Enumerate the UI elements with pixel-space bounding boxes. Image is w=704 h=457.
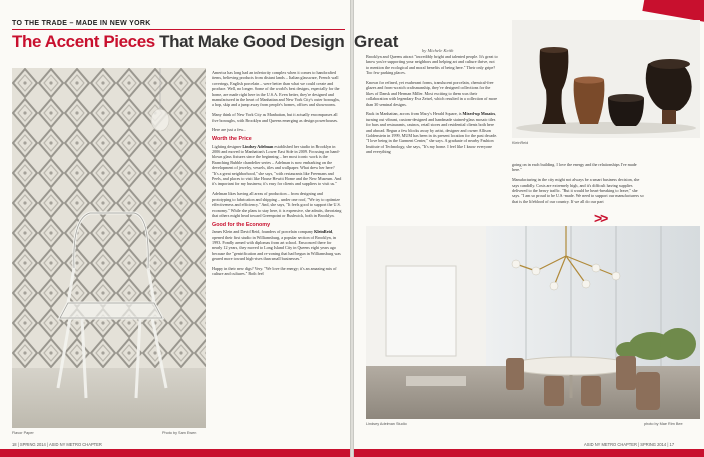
vessels-illustration [512,20,700,138]
left-photo-caption: Flavor Paper [12,431,34,435]
vessels-photo [512,20,700,138]
wallpaper-chair-illustration [12,68,206,428]
paragraph: Here are just a few... [212,127,247,133]
paragraph: Manufacturing in the city might not always be a smart business decision, she says candidly. Costs are extremely high, and it's difficult having supplies delivered to the heavy traffic. "But it would be heart-breaking to leave," she says. "I am so proud to be U.S.-made. We need to support our manufacturers so that is the lifeblood of our country. If we all do our part [512,177,644,204]
left-footer: 18 | SPRING 2014 | ASID NY METRO CHAPTER [12,442,102,447]
dining-room-photo [366,226,700,419]
paragraph: Brooklyn and Queens attract "incredibly bright and talented people. It's great to know you're supporting your neighbors and helping art and culture thrive, not to mention the ecological and moral benefits of being here." Their only gripe? Too few parking places. [366,54,498,76]
vessels-caption: KleinReid [512,141,529,145]
right-page [354,0,704,457]
left-photo-credit: Photo by Sam Ewen [162,431,197,435]
paragraph: Back in Manhattan, across from Macy's Herald Square, is Mixed-up Mosaics, turning out vibrant, custom-designed and handmade stained-glass mosaic tiles for bars and restaurants, casinos, retail stores and residential clients both here and abroad. Begun a few blocks away by artist, designer and owner Allison Goldenstein in 1999, MUM has been in its present location for the past decade. "I love being in the Garment Center," she says. A graduate of nearby Fashion Institute of Technology, she says, "It's my home. I feel like I know everyone and everything [366,111,498,155]
paragraph: America has long had an inferiority complex when it comes to handcrafted items, believing products from distant lands – Italian glassware, French wall coverings, English porcelain – were better than what we could create and produce. Well, no longer. Some of the world's best designs, especially for the home, are made right here in the U.S.A. Even better, they're designed and manufactured in the heart of Manhattan and New York City's outer boroughs, a hop, skip and a jump away from people's homes, offices and showrooms. [212,70,341,108]
right-footer-band [354,449,704,457]
headline-spill: Great [354,32,399,51]
right-footer: ASID NY METRO CHAPTER | SPRING 2014 | 17 [584,442,675,447]
wallpaper-photo [12,68,206,428]
header-rule [12,29,345,30]
subhead-good-for-economy: Good for the Economy [212,221,271,228]
byline: by Michele Keith [422,48,454,53]
continued-arrows: >> [594,210,607,226]
paragraph: going on in each building. I love the energy and the relationships I've made here." [512,162,637,173]
headline [12,31,344,53]
paragraph: Adelman likes having all areas of production – from designing and prototyping to fabrication and shipping – under one roof, "We try to optimize effectiveness and efficiency." And, she says, "It feels good to support the U.S. economy." While she plans to stay here, it is expensive, she admits, theorizing that others might head toward Greenpoint or Bushwick, both in Brooklyn. [212,191,342,218]
left-page [0,0,350,457]
paragraph: Lighting designer Lindsey Adelman established her studio in Brooklyn in 2006 and moved to Manhattan's Lower East Side in 2009. Focusing on hand-blown glass fixtures since the beginning – her most iconic work is the Branching Bubble chandelier series – Adelman is now embarking on the development of jewelry, vessels, tiles and wallpaper. What drew her here? "It's a great neighborhood," she says, "with restaurants like Freemans and Peels, and places to visit like House Hewitt Home and the New Museum. And it's important for my business; it's easy for clients and suppliers to visit us." [212,143,342,187]
paragraph: James Klein and David Reid, founders of porcelain company KleinReid, opened their first studio in Williamsburg, a popular section of Brooklyn, in 1993. Fondly armed with diplomas from art school. Ensconced there for nearly 12 years, they moved to Long Island City in Queens eight years ago because the "gentrification and re-zoning that had begun in Williamsburg was geared more toward high-rises than small businesses." [212,229,341,262]
room-caption: Lindsey Adelman Studio [366,422,407,426]
dining-room-illustration [366,226,700,419]
subhead-worth-the-price: Worth the Price [212,136,252,143]
left-footer-band [0,449,350,457]
paragraph: Many think of New York City as Manhattan, but it actually encompasses all five boroughs, with Brooklyn and Queens emerging as design powerhouses. [212,112,339,123]
section-label: TO THE TRADE – MADE IN NEW YORK [12,20,151,27]
room-credit: photo by Mae Rim Bee [644,422,683,426]
paragraph: Known for refined, yet exuberant forms, translucent porcelain, chemical-free glazes and from-scratch craftsmanship, they've designed collections for the likes of Dansk and Herman Miller. Most exciting to them was their collaboration with legendary Eva Zeisel, which resulted in a collection of more than 30 seminal designs. [366,80,498,107]
right-text-column-2 [512,162,644,209]
headline-dark: That Make Good Design [159,32,345,51]
right-text-column-1 [366,54,498,159]
left-text-column [212,70,342,281]
paragraph: Happy in their new digs? Very. "We love the energy; it's an amazing mix of culture and cultures." Both feel [212,265,337,277]
headline-red: The Accent Pieces [12,32,155,51]
